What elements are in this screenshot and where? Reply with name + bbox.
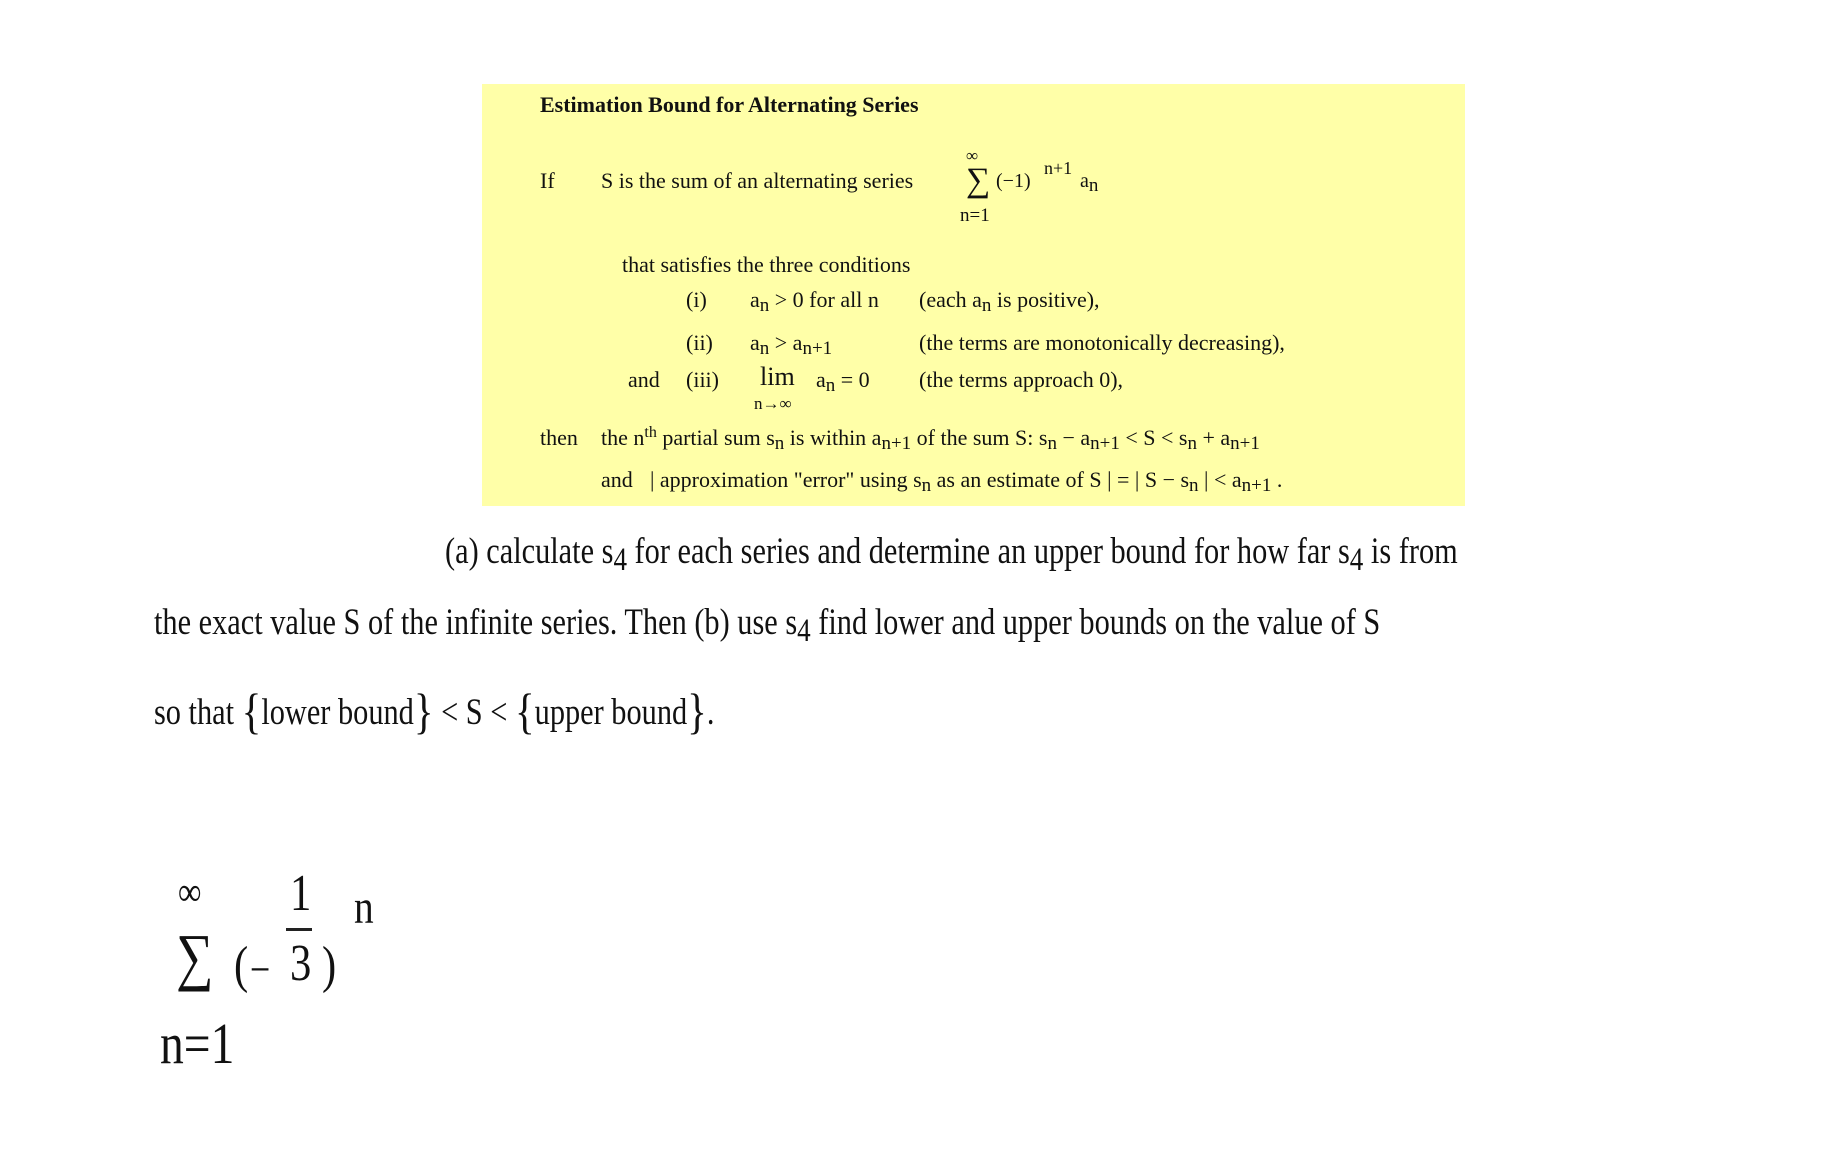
problem-line-1: (a) calculate $s_4$ for each series and determine an upper bound for how far $s_4$ is from [445, 531, 1458, 578]
series-term-base: (−1) [996, 170, 1031, 192]
condition-ii-num: (ii) [686, 330, 713, 355]
series-fraction-num: 1 [290, 865, 312, 922]
sum-intro: S is the sum of an alternating series [601, 168, 914, 193]
series-infinity: ∞ [178, 869, 202, 914]
conditions-intro: that satisfies the three conditions [622, 252, 911, 277]
theorem-title: Estimation Bound for Alternating Series [540, 92, 919, 117]
condition-iii-lim-sub: n→∞ [754, 394, 792, 413]
series-upper-limit: ∞ [966, 146, 979, 165]
condition-i-num: (i) [686, 287, 707, 312]
problem-line-3: so that {lower bound} < S < {upper bound}. [154, 683, 715, 739]
error-statement: | approximation "error" using $s_n$ as an estimate of S | = | $S - s_n$ | < $a_{n+1}$ . [650, 467, 1283, 496]
then-label: then [540, 425, 578, 450]
condition-iii-desc: (the terms approach 0), [919, 367, 1124, 392]
series-term-exp: n+1 [1044, 158, 1073, 178]
series-right-paren: ) [322, 937, 337, 994]
series-lower-limit: n=1 [960, 205, 990, 226]
if-label: If [540, 168, 555, 193]
series-minus: − [250, 945, 271, 994]
condition-i-desc: (each $a_n$ is positive), [919, 287, 1100, 316]
series-sigma-large: ∑ [176, 921, 214, 992]
condition-ii-desc: (the terms are monotonically decreasing), [919, 330, 1285, 355]
series-left-paren: ( [234, 937, 249, 994]
condition-iii-num: (iii) [686, 367, 719, 392]
series-a-term: $a_n$ [1080, 170, 1099, 196]
condition-i-expr: $a_n > 0$ for all n [750, 287, 879, 316]
series-sigma: ∑ [966, 162, 991, 199]
error-statement-and: and [601, 467, 633, 492]
series-fraction-den: 3 [290, 935, 312, 992]
series-fraction-bar [286, 928, 312, 931]
and-label: and [628, 367, 660, 392]
condition-iii-expr: $a_n = 0$ [816, 367, 870, 396]
problem-line-2: the exact value S of the infinite series. Then (b) use $s_4$ find lower and upper bounds on the value of S [154, 602, 1381, 649]
series-exponent: n [354, 881, 374, 934]
series-lower-limit-large: n=1 [160, 1011, 235, 1076]
condition-ii-expr: $a_n > a_{n+1}$ [750, 330, 833, 359]
condition-iii-lim: lim [760, 362, 795, 391]
then-statement: the $n^{th}$ partial sum $s_n$ is within $a_{n+1}$ of the sum S: $s_n - a_{n+1} < S < s_n + a_{n+1}$ [601, 424, 1260, 454]
